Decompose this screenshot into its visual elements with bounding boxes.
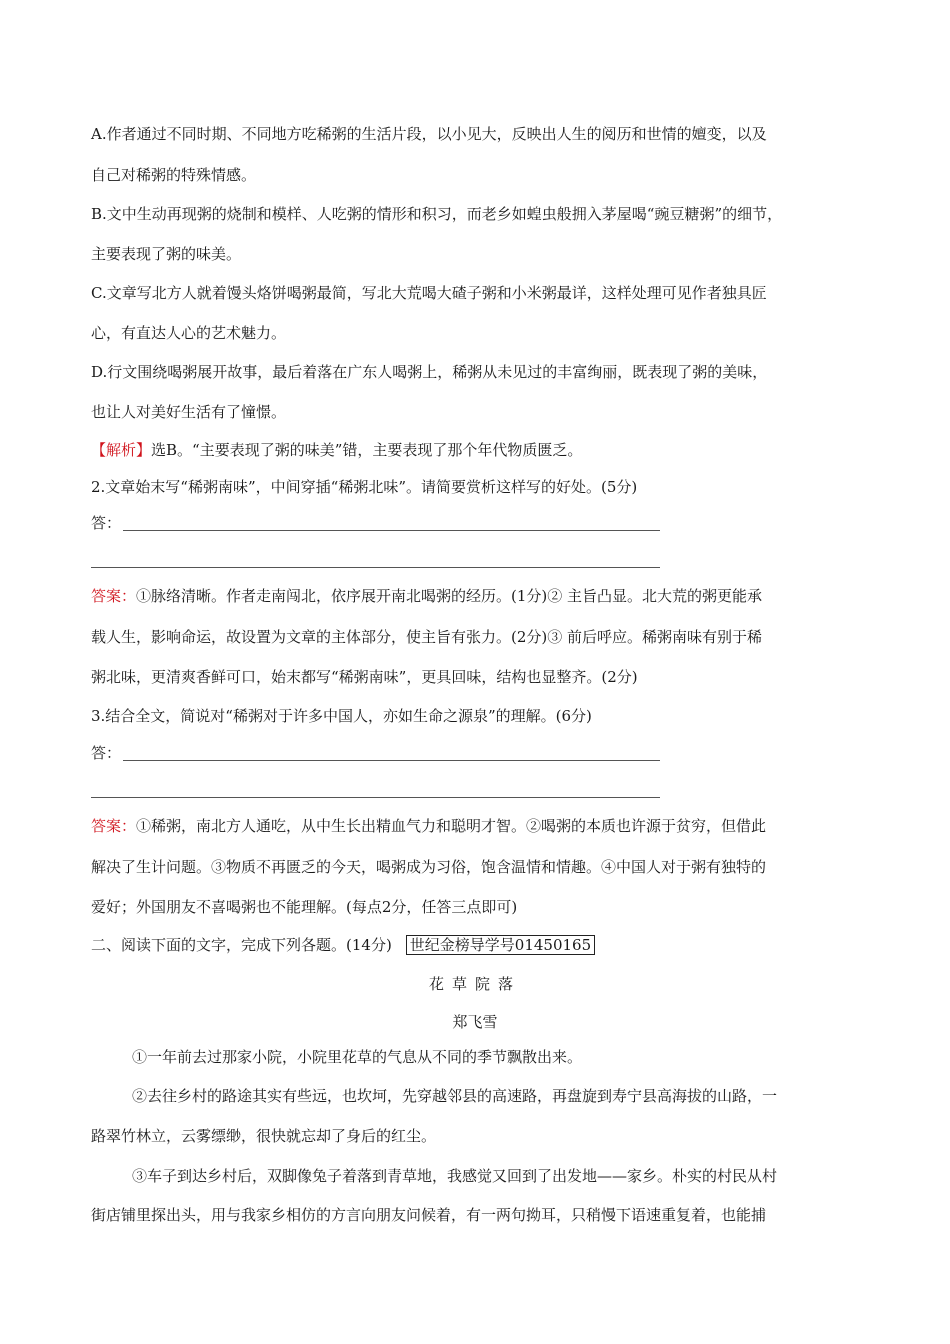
q2-answer-line-2: 载人生，影响命运，故设置为文章的主体部分，使主旨有张力。(2分)③ 前后呼应。稀粥南味有别于稀 bbox=[91, 628, 763, 646]
paragraph-2-line-2: 路翠竹林立，云雾缥缈，很快就忘却了身后的红尘。 bbox=[91, 1127, 437, 1145]
paragraph-1: ①一年前去过那家小院，小院里花草的气息从不同的季节飘散出来。 bbox=[132, 1048, 583, 1066]
paragraph-3-line-2: 街店铺里探出头，用与我家乡相仿的方言向朋友问候着，有一两句拗耳，只稍慢下语速重复着，也能捕 bbox=[91, 1206, 767, 1224]
q3-answer-line-1 bbox=[91, 816, 766, 836]
paragraph-3-line-1: ③车子到达乡村后，双脚像兔子着落到青草地，我感觉又回到了出发地——家乡。朴实的村民从村 bbox=[132, 1167, 778, 1185]
q2-answer-prefix: 答： bbox=[91, 514, 122, 532]
boxed-code: 世纪金榜导学号01450165 bbox=[406, 935, 595, 955]
q2-answer-blank-2[interactable] bbox=[91, 567, 660, 568]
q3-answer-line-3: 爱好；外国朋友不喜喝粥也不能理解。(每点2分，任答三点即可) bbox=[91, 898, 518, 916]
option-a-line-2: 自己对稀粥的特殊情感。 bbox=[91, 166, 257, 184]
analysis-text: 选B。“主要表现了粥的味美”错，主要表现了那个年代物质匮乏。 bbox=[151, 441, 583, 459]
q1-analysis bbox=[91, 440, 582, 460]
q2-answer-line-1 bbox=[91, 586, 762, 606]
option-c-line-1: C.文章写北方人就着馒头烙饼喝粥最简，写北大荒喝大碴子粥和小米粥最详，这样处理可见作者独具匠 bbox=[91, 284, 767, 302]
option-d-line-1: D.行文围绕喝粥展开故事，最后着落在广东人喝粥上，稀粥从未见过的丰富绚丽，既表现了粥的美味， bbox=[91, 363, 768, 381]
article-title: 花草院落 bbox=[428, 975, 521, 993]
q2-answer-text-1: ①脉络清晰。作者走南闯北，依序展开南北喝粥的经历。(1分)② 主旨凸显。北大荒的粥更能承 bbox=[136, 587, 763, 605]
analysis-label: 【解析】 bbox=[91, 441, 152, 459]
q3-answer-line-2: 解决了生计问题。③物质不再匮乏的今天，喝粥成为习俗，饱含温情和情趣。④中国人对于粥有独特的 bbox=[91, 858, 767, 876]
q2-answer-blank-1[interactable] bbox=[123, 530, 660, 531]
section-2-heading-line bbox=[91, 935, 595, 955]
q3-answer-blank-1[interactable] bbox=[123, 760, 660, 761]
option-d-line-2: 也让人对美好生活有了憧憬。 bbox=[91, 403, 287, 421]
option-b-line-1: B.文中生动再现粥的烧制和模样、人吃粥的情形和积习，而老乡如蝗虫般拥入茅屋喝“豌豆糖粥”的细节， bbox=[91, 205, 783, 223]
article-author: 郑飞雪 bbox=[452, 1013, 498, 1031]
q3-answer-text-1: ①稀粥，南北方人通吃，从中生长出精血气力和聪明才智。②喝粥的本质也许源于贫穷，但借此 bbox=[136, 817, 767, 835]
option-a-line-1: A.作者通过不同时期、不同地方吃稀粥的生活片段，以小见大，反映出人生的阅历和世情的嬗变，以及 bbox=[91, 125, 767, 143]
paragraph-2-line-1: ②去往乡村的路途其实有些远，也坎坷，先穿越邻县的高速路，再盘旋到寿宁县高海拔的山路，一 bbox=[132, 1087, 778, 1105]
q3-answer-prefix: 答： bbox=[91, 744, 122, 762]
q2-answer-label: 答案： bbox=[91, 587, 137, 605]
q3-answer-blank-2[interactable] bbox=[91, 797, 660, 798]
question-3: 3.结合全文，简说对“稀粥对于许多中国人，亦如生命之源泉”的理解。(6分) bbox=[91, 707, 592, 725]
q3-answer-label: 答案： bbox=[91, 817, 137, 835]
option-b-line-2: 主要表现了粥的味美。 bbox=[91, 245, 242, 263]
question-2: 2.文章始末写“稀粥南味”，中间穿插“稀粥北味”。请简要赏析这样写的好处。(5分) bbox=[91, 478, 638, 496]
option-c-line-2: 心，有直达人心的艺术魅力。 bbox=[91, 324, 287, 342]
section-2-heading: 二、阅读下面的文字，完成下列各题。(14分) bbox=[91, 936, 392, 954]
q2-answer-line-3: 粥北味，更清爽香鲜可口，始末都写“稀粥南味”，更具回味，结构也显整齐。(2分) bbox=[91, 668, 638, 686]
